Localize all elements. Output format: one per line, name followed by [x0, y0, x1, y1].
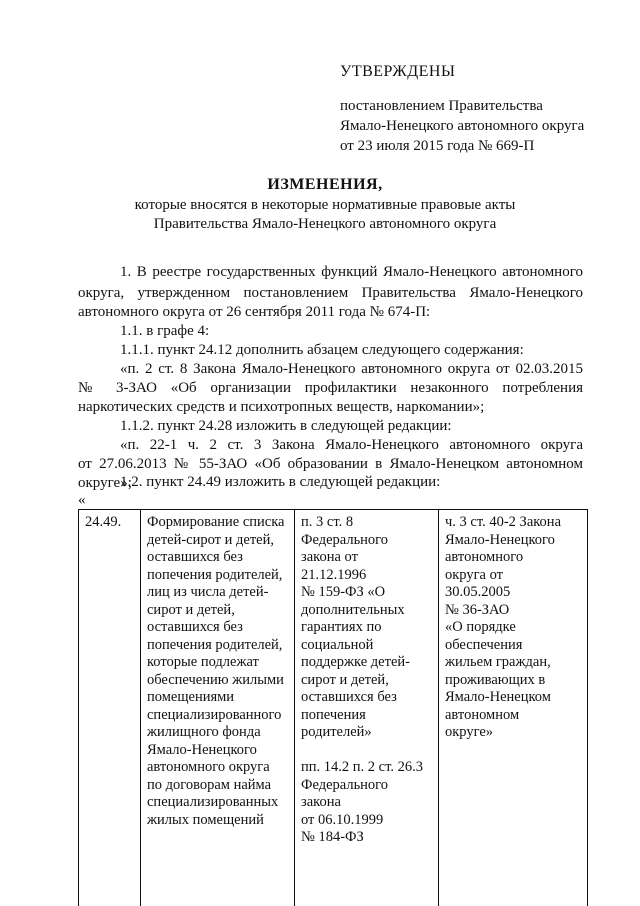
table-cell-line: попечения — [301, 706, 366, 723]
table-cell-line: поддержке детей- — [301, 654, 410, 670]
table-cell-line: оставшихся без — [147, 619, 243, 635]
table-cell-line: Ямало-Ненецком — [445, 689, 551, 705]
table-cell-line: автономного — [445, 549, 524, 565]
table-cell-line: Федерального — [301, 776, 389, 793]
table-cell-line: гарантиях по — [301, 619, 382, 635]
body-line: округе»; — [78, 475, 132, 491]
table-cell-line: жилых помещений — [147, 811, 264, 828]
table-cell-line: автономного округа — [147, 759, 270, 775]
body-line: «п. 2 ст. 8 Закона Ямало-Ненецкого автономного округа от 02.03.2015 — [120, 361, 583, 377]
table-cell-line: социальной — [301, 636, 374, 653]
table-cell-line: обеспечению жилыми — [147, 671, 284, 688]
approval-line: постановлением Правительства — [340, 98, 543, 114]
body-line: 1.2. пункт 24.49 изложить в следующей редакции: — [120, 474, 441, 490]
table-col-function — [141, 510, 295, 906]
table-col-basis-regional — [439, 510, 586, 906]
table-cell-line: лиц из числа детей- — [147, 584, 269, 600]
table-cell-line: Федерального — [301, 531, 389, 548]
title-subtitle: Правительства Ямало-Ненецкого автономного округа — [153, 216, 497, 232]
table-cell-line: попечения родителей, — [147, 566, 283, 583]
table-cell-line: жильем граждан, — [445, 654, 551, 670]
table-cell-line: жилищного фонда — [147, 724, 261, 740]
table-cell-line: от 06.10.1999 — [301, 811, 384, 828]
title-subtitle: которые вносятся в некоторые нормативные правовые акты — [134, 197, 516, 213]
table-cell-line: п. 3 ст. 8 — [301, 514, 354, 530]
body-line: от 27.06.2013 № 55-ЗАО «Об образовании в Ямало-Ненецком автономном — [78, 456, 583, 472]
body-line: округа, утвержденном постановлением Правительства Ямало-Ненецкого — [78, 285, 583, 301]
table-cell-line: 24.49. — [85, 514, 122, 530]
open-quote: « — [78, 492, 86, 508]
table-cell-line: автономном — [445, 706, 520, 723]
title-main: ИЗМЕНЕНИЯ, — [267, 176, 383, 193]
table-col-basis-federal — [295, 510, 439, 906]
table-cell-line: Ямало-Ненецкого — [445, 531, 555, 548]
body-line: 1.1. в графе 4: — [120, 323, 210, 339]
table-cell-line: попечения родителей, — [147, 636, 283, 653]
body-line: № 3-ЗАО «Об организации профилактики незаконного потребления — [78, 380, 583, 396]
table-cell-line: детей-сирот и детей, — [147, 531, 274, 548]
table-cell-line: округе» — [445, 724, 494, 740]
table-cell-line: № 184-ФЗ — [301, 829, 364, 845]
table-cell-line: дополнительных — [301, 601, 405, 618]
body-line: 1. В реестре государственных функций Ямало-Ненецкого автономного — [120, 264, 583, 280]
body-line: автономного округа от 26 сентября 2011 года № 674-П: — [78, 304, 431, 320]
body-line: наркотических средств и психотропных веществ, наркомании»; — [78, 399, 485, 415]
table-cell-line: обеспечения — [445, 636, 523, 653]
table-cell-line: помещениями — [147, 689, 235, 705]
table-cell-line: специализированных — [147, 794, 279, 810]
body-line: «п. 22-1 ч. 2 ст. 3 Закона Ямало-Ненецкого автономного округа — [120, 437, 583, 453]
table-cell-line: сирот и детей, — [147, 601, 235, 618]
table-cell-line: Формирование списка — [147, 514, 285, 530]
table-cell-line: проживающих в — [445, 671, 546, 688]
approval-line: от 23 июля 2015 года № 669-П — [340, 138, 535, 154]
table-cell-line: сирот и детей, — [301, 671, 389, 688]
table-cell-line: по договорам найма — [147, 776, 272, 793]
body-line: 1.1.1. пункт 24.12 дополнить абзацем следующего содержания: — [120, 342, 524, 358]
approval-block — [340, 62, 620, 156]
table-cell-line: Ямало-Ненецкого — [147, 741, 257, 758]
table-cell-line: закона от — [301, 549, 358, 565]
body-line: 1.1.2. пункт 24.28 изложить в следующей редакции: — [120, 418, 452, 434]
table-cell-line: родителей» — [301, 724, 372, 740]
table-cell-line: 21.12.1996 — [301, 566, 367, 583]
table-cell-line: № 36-ЗАО — [445, 601, 510, 618]
table-cell-line: закона — [301, 794, 341, 810]
table-cell-line: «О порядке — [445, 619, 516, 635]
functions-table — [78, 509, 588, 906]
approval-heading: УТВЕРЖДЕНЫ — [340, 63, 456, 80]
table-cell-line: пп. 14.2 п. 2 ст. 26.3 — [301, 759, 423, 775]
table-cell-line: специализированного — [147, 706, 282, 723]
table-cell-line: ч. 3 ст. 40-2 Закона — [445, 514, 562, 530]
table-col-number — [79, 510, 141, 906]
approval-line: Ямало-Ненецкого автономного округа — [340, 118, 585, 134]
table-cell-line: 30.05.2005 — [445, 584, 511, 600]
table-cell-line: которые подлежат — [147, 654, 259, 670]
table-cell-line: оставшихся без — [301, 689, 397, 705]
table-cell-line: оставшихся без — [147, 549, 243, 565]
table-cell-line: округа от — [445, 566, 504, 583]
table-cell-line: № 159-ФЗ «О — [301, 584, 386, 600]
